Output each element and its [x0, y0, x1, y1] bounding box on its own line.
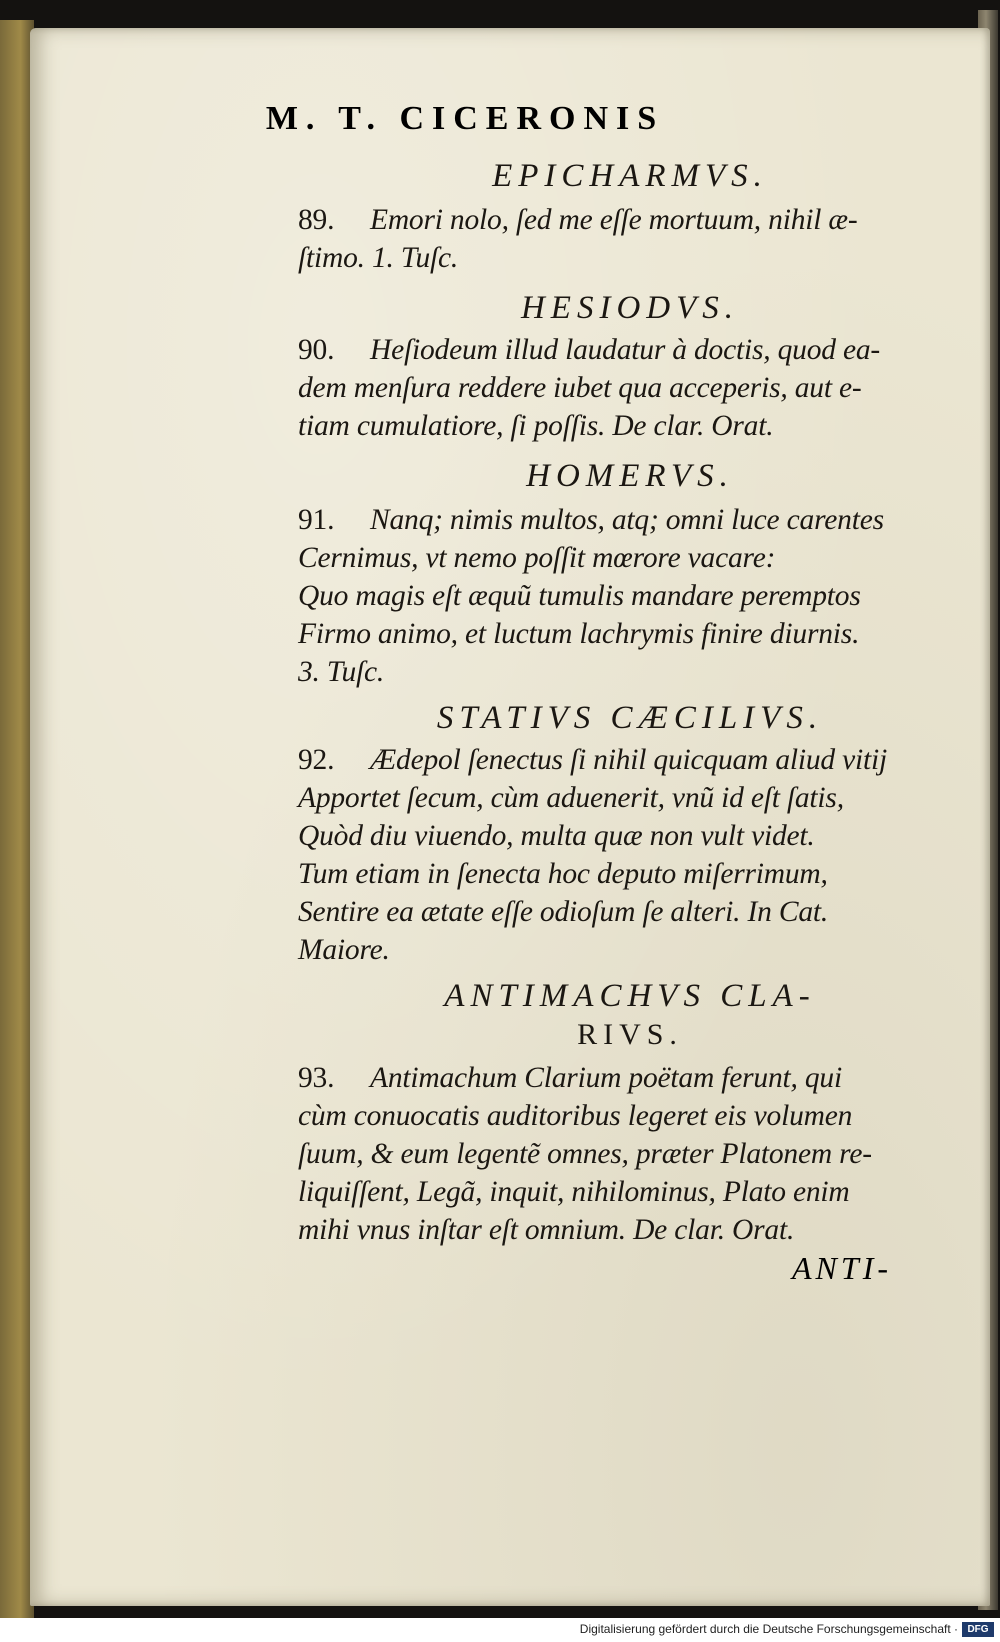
text-line [298, 410, 988, 443]
entry-number: 93. [298, 1062, 335, 1094]
text-line [298, 896, 988, 929]
section-heading-antimachus: ANTIMACHVS CLA- [444, 978, 816, 1014]
text-line [298, 782, 988, 815]
line-text: ſtimo. 1. Tuſc. [298, 242, 459, 274]
text-line [298, 580, 988, 613]
text-line [298, 1062, 988, 1095]
entry-number: 91. [298, 504, 335, 536]
text-line [298, 820, 988, 853]
line-text: dem menſura reddere iubet qua acceperis, aut e- [298, 372, 862, 404]
line-text: cùm conuocatis auditoribus legeret eis volumen [298, 1100, 853, 1132]
line-text: Apportet ſecum, cùm aduenerit, vnũ id eſt ſatis, [298, 782, 844, 814]
line-text: Nanq; nimis multos, atq; omni luce carentes [370, 504, 884, 536]
funding-notice: Digitalisierung gefördert durch die Deutsche Forschungsgemeinschaft · [579, 1622, 958, 1636]
section-heading-hesiodus: HESIODVS. [520, 290, 740, 326]
section-heading-antimachus-cont: RIVS. [577, 1018, 683, 1051]
text-line [298, 242, 988, 275]
line-text: Emori nolo, ſed me eſſe mortuum, nihil æ- [370, 204, 858, 236]
text-line [298, 744, 988, 777]
entry-number: 92. [298, 744, 335, 776]
text-line [298, 1214, 988, 1247]
section-heading-epicharmus: EPICHARMVS. [492, 158, 768, 194]
text-line [298, 1100, 988, 1133]
line-text: Quo magis eſt æquũ tumulis mandare peremptos [298, 580, 861, 612]
line-text: Heſiodeum illud laudatur à doctis, quod ea- [370, 334, 881, 366]
line-text: Sentire ea ætate eſſe odioſum ſe alteri. In Cat. [298, 896, 829, 928]
text-line [298, 618, 988, 651]
line-text: Firmo animo, et luctum lachrymis finire diurnis. [298, 618, 860, 650]
entry-number: 89. [298, 204, 335, 236]
running-head: M. T. CICERONIS [265, 100, 665, 137]
text-line [298, 656, 988, 689]
text-line [298, 204, 988, 237]
text-line [298, 504, 988, 537]
line-text: liquiſſent, Legã, inquit, nihilominus, Plato enim [298, 1176, 850, 1208]
section-heading-statius-caecilius: STATIVS CÆCILIVS. [436, 700, 824, 736]
book-page [30, 28, 990, 1606]
dfg-logo: DFG [962, 1622, 994, 1637]
line-text: Quòd diu viuendo, multa quæ non vult videt. [298, 820, 815, 852]
line-text: Tum etiam in ſenecta hoc deputo miſerrimum, [298, 858, 828, 890]
line-text: Antimachum Clarium poëtam ferunt, qui [370, 1062, 842, 1094]
text-line [298, 372, 988, 405]
line-text: tiam cumulatiore, ſi poſſis. De clar. Orat. [298, 410, 774, 442]
digitization-footer [0, 1618, 1000, 1642]
text-line [298, 334, 988, 367]
text-line [298, 542, 988, 575]
text-line [298, 858, 988, 891]
text-line [298, 934, 988, 967]
line-text: ſuum, & eum legentẽ omnes, præter Platonem re- [298, 1138, 872, 1170]
line-text: Ædepol ſenectus ſi nihil quicquam aliud vitij [370, 744, 888, 776]
line-text: mihi vnus inſtar eſt omnium. De clar. Orat. [298, 1214, 795, 1246]
line-text: 3. Tuſc. [298, 656, 385, 688]
text-line [298, 1176, 988, 1209]
book-spine-edge [0, 20, 34, 1620]
line-text: Cernimus, vt nemo poſſit mœrore vacare: [298, 542, 776, 574]
text-line [298, 1138, 988, 1171]
entry-number: 90. [298, 334, 335, 366]
section-heading-homerus: HOMERVS. [526, 458, 734, 494]
line-text: Maiore. [298, 934, 390, 966]
catchword: ANTI- [792, 1250, 892, 1286]
